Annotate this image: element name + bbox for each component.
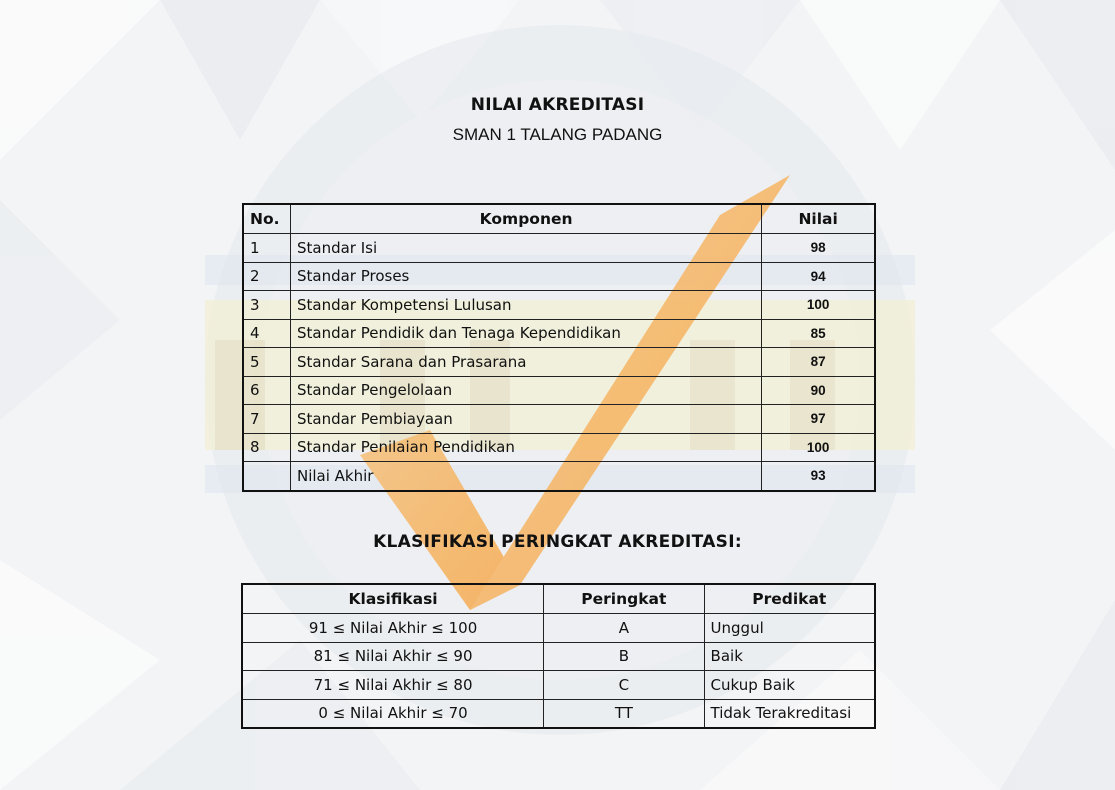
school-name: SMAN 1 TALANG PADANG	[452, 125, 663, 144]
row-klasifikasi: 71 ≤ Nilai Akhir ≤ 80	[242, 671, 544, 700]
table-row	[243, 291, 875, 320]
row-no: 3	[243, 291, 290, 320]
row-no: 2	[243, 262, 290, 291]
header-klasifikasi: Klasifikasi	[242, 584, 544, 614]
table-row	[242, 614, 875, 643]
row-no: 7	[243, 405, 290, 434]
table-row	[243, 319, 875, 348]
row-nilai: 90	[762, 376, 875, 405]
table-row	[243, 433, 875, 462]
klasifikasi-table	[241, 583, 876, 729]
header-nilai: Nilai	[762, 204, 875, 234]
table-row	[243, 262, 875, 291]
row-nilai: 100	[762, 291, 875, 320]
page-title: NILAI AKREDITASI	[470, 95, 645, 115]
table-header-row	[242, 584, 875, 614]
row-peringkat: TT	[544, 699, 704, 728]
row-predikat: Tidak Terakreditasi	[704, 699, 875, 728]
row-komponen: Standar Pembiayaan	[290, 405, 761, 434]
row-komponen: Standar Sarana dan Prasarana	[290, 348, 761, 377]
table-row	[242, 642, 875, 671]
row-nilai: 98	[762, 234, 875, 263]
table-row	[243, 405, 875, 434]
row-klasifikasi: 91 ≤ Nilai Akhir ≤ 100	[242, 614, 544, 643]
row-nilai: 100	[762, 433, 875, 462]
header-peringkat: Peringkat	[544, 584, 704, 614]
total-nilai: 93	[762, 462, 875, 491]
row-klasifikasi: 81 ≤ Nilai Akhir ≤ 90	[242, 642, 544, 671]
row-komponen: Standar Pengelolaan	[290, 376, 761, 405]
row-no: 4	[243, 319, 290, 348]
table-row	[242, 699, 875, 728]
table-row	[243, 376, 875, 405]
row-no: 5	[243, 348, 290, 377]
row-no: 1	[243, 234, 290, 263]
table-row	[243, 348, 875, 377]
header-no: No.	[243, 204, 290, 234]
header-komponen: Komponen	[290, 204, 761, 234]
total-label: Nilai Akhir	[290, 462, 761, 491]
row-nilai: 85	[762, 319, 875, 348]
row-nilai: 97	[762, 405, 875, 434]
row-no: 8	[243, 433, 290, 462]
row-peringkat: B	[544, 642, 704, 671]
total-row	[243, 462, 875, 491]
row-nilai: 94	[762, 262, 875, 291]
row-peringkat: A	[544, 614, 704, 643]
table-row	[242, 671, 875, 700]
row-predikat: Baik	[704, 642, 875, 671]
row-nilai: 87	[762, 348, 875, 377]
total-no	[243, 462, 290, 491]
row-komponen: Standar Proses	[290, 262, 761, 291]
row-no: 6	[243, 376, 290, 405]
row-komponen: Standar Kompetensi Lulusan	[290, 291, 761, 320]
row-predikat: Cukup Baik	[704, 671, 875, 700]
row-komponen: Standar Isi	[290, 234, 761, 263]
row-komponen: Standar Penilaian Pendidikan	[290, 433, 761, 462]
table-header-row	[243, 204, 875, 234]
row-komponen: Standar Pendidik dan Tenaga Kependidikan	[290, 319, 761, 348]
table-row	[243, 234, 875, 263]
klasifikasi-heading: KLASIFIKASI PERINGKAT AKREDITASI:	[373, 532, 742, 552]
row-klasifikasi: 0 ≤ Nilai Akhir ≤ 70	[242, 699, 544, 728]
header-predikat: Predikat	[704, 584, 875, 614]
row-peringkat: C	[544, 671, 704, 700]
nilai-table	[242, 203, 876, 492]
row-predikat: Unggul	[704, 614, 875, 643]
